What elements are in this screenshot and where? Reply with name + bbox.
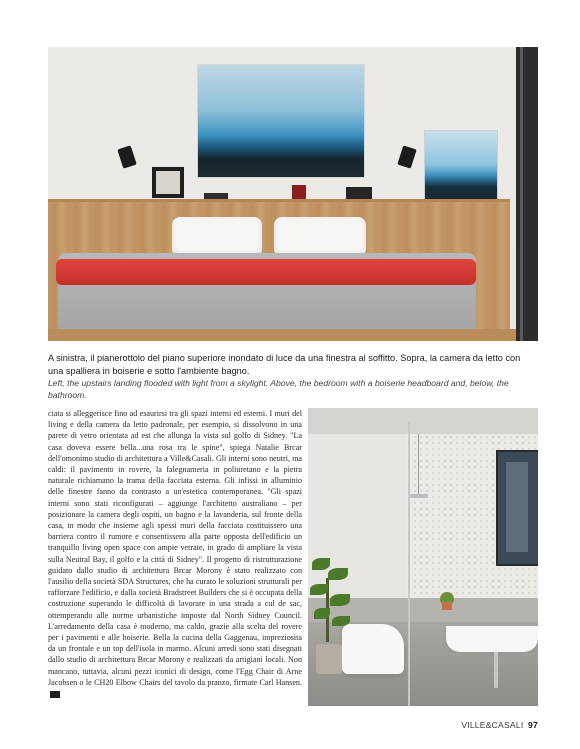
small-terracotta-pot [442, 602, 452, 610]
plant-pot [316, 644, 342, 674]
photo-caption [48, 352, 538, 401]
article-body-text: ciata si alleggerisce fino ad esaurirsi tra gli spazi interni ed esterni. I muri del living e della camera da letto padronale, per esempio, si dissolvono in una parete di vetro orientata ad est che allunga la vista sul golfo di Sidney. "La casa doveva essere bella...una rosa tra le spine", spiega Natalie Brcar dell'omonimo studio di architettura a Ville&Casali. Gli interni sono neutri, ma caldi: il pavimento in rovere, la falegnameria in poliuretano e la pietra naturale richiamano la trama della facciata esterna. Gli infissi in alluminio delle finestre fanno da contrasto a un'estetica contemporanea. "Gli spazi interni sono stati riconfigurati – aggiunge l'architetto australiano – per posizionare la camera degli ospiti, un bagno e la lavanderia, sul fronte della casa, in modo che insieme agli spessi muri della facciata costituissero una barriera contro il rumore e consentissero alla parte opposta dell'edificio un tranquillo living open space con ampie vetrate, in grado di ampliare la vista sulla Neutral Bay, il golfo e la città di Sidney". Il progetto di ristrutturazione guidato dallo studio di architettura Brcar Morony è stato realizzato con l'ausilio della società SDA Structures, che ha curato le soluzioni strutturali per rafforzare l'edificio, e dalla società Bradstreet Builders che si è occupata della costruzione superando le difficoltà di lavorare in una strada a cul de sac, ottemperando alle norme urbanistiche imposte dal North Sidney Council. L'arredamento della casa è moderno, ma caldo, grazie alla scelta del rovere per i pavimenti e alle boiserie. Bella la cucina della Gaggenau, impreziosita da un frontale e un top dell'isola in marmo. Alcuni arredi sono stati disegnati dallo studio di architettura Brcar Morony e realizzati da artigiani locali. Non mancano, tuttavia, alcuni pezzi iconici di design, come l'Egg Chair di Arne Jacobsen o le CH20 Elbow Chairs del tavolo da pranzo, firmate Carl Hansen. [48, 409, 302, 687]
freestanding-bathtub [342, 624, 404, 674]
headboard-shelf [48, 199, 510, 202]
page-number: 97 [528, 720, 538, 730]
plant-leaf [314, 608, 330, 619]
shower-pipe [418, 434, 419, 494]
caption-italian: A sinistra, il pianerottolo del piano superiore inondato di luce da una finestra al soffitto. Sopra, la camera da letto con una spalliera in boiserie e sotto l'ambiente bagno. [48, 353, 521, 376]
right-pillow [274, 217, 366, 257]
end-of-article-icon [50, 691, 60, 698]
small-seascape-painting [425, 131, 497, 199]
plant-leaf [328, 568, 348, 580]
oak-floor [48, 329, 538, 341]
left-pillow [172, 217, 262, 257]
window-frame [516, 47, 538, 341]
wall-mirror [496, 450, 538, 566]
plant-leaf [312, 558, 330, 570]
plant-leaf [310, 584, 328, 595]
plant-leaf [332, 616, 350, 626]
magazine-name: VILLE&CASALI [461, 720, 524, 730]
wall-sink [446, 626, 538, 652]
caption-english: Left, the upstairs landing flooded with light from a skylight. Above, the bedroom with a boiserie headboard and, below, the bathroom. [48, 378, 509, 400]
bedroom-photo [48, 47, 538, 341]
shelf-box [346, 187, 372, 199]
red-blanket [56, 259, 476, 285]
page-folio [461, 720, 538, 730]
sink-pipe [494, 652, 498, 688]
shelf-red-object [292, 185, 306, 199]
bathroom-photo [308, 408, 538, 706]
article-body [48, 408, 302, 699]
plant-leaf [330, 594, 350, 606]
glass-shower-screen [408, 422, 410, 706]
small-picture-frame [152, 167, 184, 198]
bathroom-ceiling [308, 408, 538, 434]
shower-head [410, 494, 428, 498]
large-seascape-painting [198, 65, 364, 177]
